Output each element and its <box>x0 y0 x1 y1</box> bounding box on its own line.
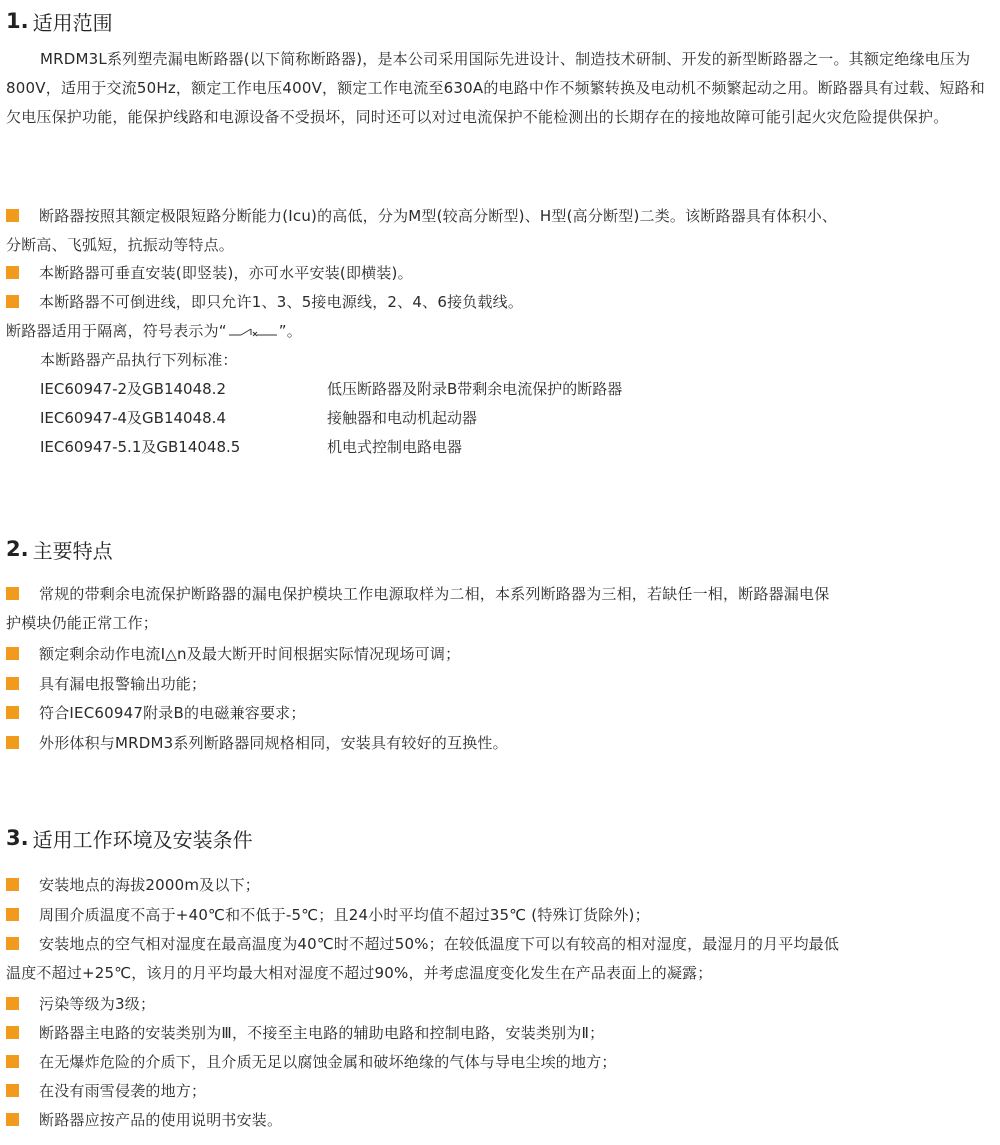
bullet-square-icon <box>6 937 19 950</box>
s1-bullet-2 <box>6 259 998 288</box>
standard-desc: 接触器和电动机起动器 <box>327 409 478 427</box>
standard-code: IEC60947-2及GB14048.2 <box>40 380 226 398</box>
s3-bullet-1 <box>6 871 998 900</box>
section-1-number: 1. <box>6 9 29 33</box>
bullet-text: 具有漏电报警输出功能； <box>39 675 207 693</box>
isolator-symbol-icon <box>227 325 279 339</box>
isolation-line <box>6 317 302 346</box>
bullet-text: 外形体积与MRDM3系列断路器同规格相同，安装具有较好的互换性。 <box>39 734 508 752</box>
bullet-square-icon <box>6 908 19 921</box>
bullet-text-cont: 分断高、飞弧短，抗振动等特点。 <box>6 236 235 254</box>
s3-bullet-4 <box>6 990 998 1019</box>
bullet-square-icon <box>6 266 19 279</box>
section-1-intro <box>6 45 998 132</box>
bullet-square-icon <box>6 1026 19 1039</box>
bullet-text: 本断路器可垂直安装(即竖装)，亦可水平安装(即横装)。 <box>39 264 413 282</box>
bullet-text: 在没有雨雪侵袭的地方； <box>39 1082 207 1100</box>
bullet-text: 符合IEC60947附录B的电磁兼容要求； <box>39 704 306 722</box>
s1-bullet-3 <box>6 288 998 317</box>
s3-bullet-2 <box>6 901 998 930</box>
bullet-text: 安装地点的空气相对湿度在最高温度为40℃时不超过50%；在较低温度下可以有较高的相对湿度，最湿月的月平均最低 <box>39 935 840 953</box>
bullet-square-icon <box>6 736 19 749</box>
bullet-square-icon <box>6 706 19 719</box>
section-2-heading <box>6 534 113 564</box>
bullet-text: 污染等级为3级； <box>39 995 156 1013</box>
isolation-prefix: 断路器适用于隔离，符号表示为“ <box>6 322 227 340</box>
section-2-title: 主要特点 <box>32 538 113 563</box>
s3-bullet-5 <box>6 1019 998 1048</box>
bullet-text: 常规的带剩余电流保护断路器的漏电保护模块工作电源取样为二相，本系列断路器为三相，若缺任一相，断路器漏电保 <box>39 585 830 603</box>
standard-code: IEC60947-5.1及GB14048.5 <box>40 438 241 456</box>
bullet-square-icon <box>6 1055 19 1068</box>
s3-bullet-7 <box>6 1077 998 1106</box>
standard-desc: 机电式控制电路电器 <box>327 438 463 456</box>
bullet-square-icon <box>6 1084 19 1097</box>
bullet-text: 断路器主电路的安装类别为Ⅲ，不接至主电路的辅助电路和控制电路，安装类别为Ⅱ； <box>39 1024 605 1042</box>
bullet-text: 本断路器不可倒进线，即只允许1、3、5接电源线，2、4、6接负载线。 <box>39 293 524 311</box>
section-3-title: 适用工作环境及安装条件 <box>32 827 253 852</box>
s2-bullet-2 <box>6 640 998 669</box>
bullet-square-icon <box>6 1113 19 1126</box>
s2-bullet-3 <box>6 670 998 699</box>
bullet-text: 断路器应按产品的使用说明书安装。 <box>39 1111 283 1129</box>
standard-code: IEC60947-4及GB14048.4 <box>40 409 226 427</box>
bullet-square-icon <box>6 878 19 891</box>
bullet-text: 额定剩余动作电流I△n及最大断开时间根据实际情况现场可调； <box>39 645 461 663</box>
standards-intro: 本断路器产品执行下列标准： <box>40 351 238 369</box>
intro-paragraph: MRDM3L系列塑壳漏电断路器(以下简称断路器)，是本公司采用国际先进设计、制造技术研制、开发的新型断路器之一。其额定绝缘电压为800V，适用于交流50Hz，额定工作电压400V，额定工作电流至630A的电路中作不频繁转换及电动机不频繁起动之用。断路器具有过载、短路和欠电压保护功能，能保护线路和电源设备不受损坏，同时还可以对过电流保护不能检测出的长期存在的接地故障可能引起火灾危险提供保护。 <box>6 50 985 126</box>
section-1-title: 适用范围 <box>32 10 113 35</box>
bullet-text: 断路器按照其额定极限短路分断能力(Icu)的高低，分为M型(较高分断型)、H型(高分断型)二类。该断路器具有体积小、 <box>39 207 838 225</box>
bullet-square-icon <box>6 647 19 660</box>
s2-bullet-1 <box>6 580 998 638</box>
s1-bullet-1 <box>6 202 998 260</box>
s3-bullet-8 <box>6 1106 998 1135</box>
bullet-square-icon <box>6 677 19 690</box>
s2-bullet-4 <box>6 699 998 728</box>
bullet-text: 周围介质温度不高于+40℃和不低于-5℃；且24小时平均值不超过35℃ (特殊订货除外)； <box>39 906 650 924</box>
standard-desc: 低压断路器及附录B带剩余电流保护的断路器 <box>327 380 623 398</box>
s2-bullet-5 <box>6 729 998 758</box>
bullet-square-icon <box>6 997 19 1010</box>
section-3-heading <box>6 823 253 853</box>
section-1-heading <box>6 6 113 36</box>
section-2-number: 2. <box>6 537 29 561</box>
bullet-text-cont: 护模块仍能正常工作； <box>6 614 159 632</box>
bullet-text: 在无爆炸危险的介质下，且介质无足以腐蚀金属和破坏绝缘的气体与导电尘埃的地方； <box>39 1053 617 1071</box>
bullet-square-icon <box>6 587 19 600</box>
isolation-suffix: ”。 <box>278 322 302 340</box>
bullet-square-icon <box>6 295 19 308</box>
section-3-number: 3. <box>6 826 29 850</box>
s3-bullet-6 <box>6 1048 998 1077</box>
bullet-text: 安装地点的海拔2000m及以下； <box>39 876 260 894</box>
s3-bullet-3 <box>6 930 998 988</box>
bullet-text-cont: 温度不超过+25℃，该月的月平均最大相对湿度不超过90%，并考虑温度变化发生在产品表面上的凝露； <box>6 964 713 982</box>
bullet-square-icon <box>6 209 19 222</box>
